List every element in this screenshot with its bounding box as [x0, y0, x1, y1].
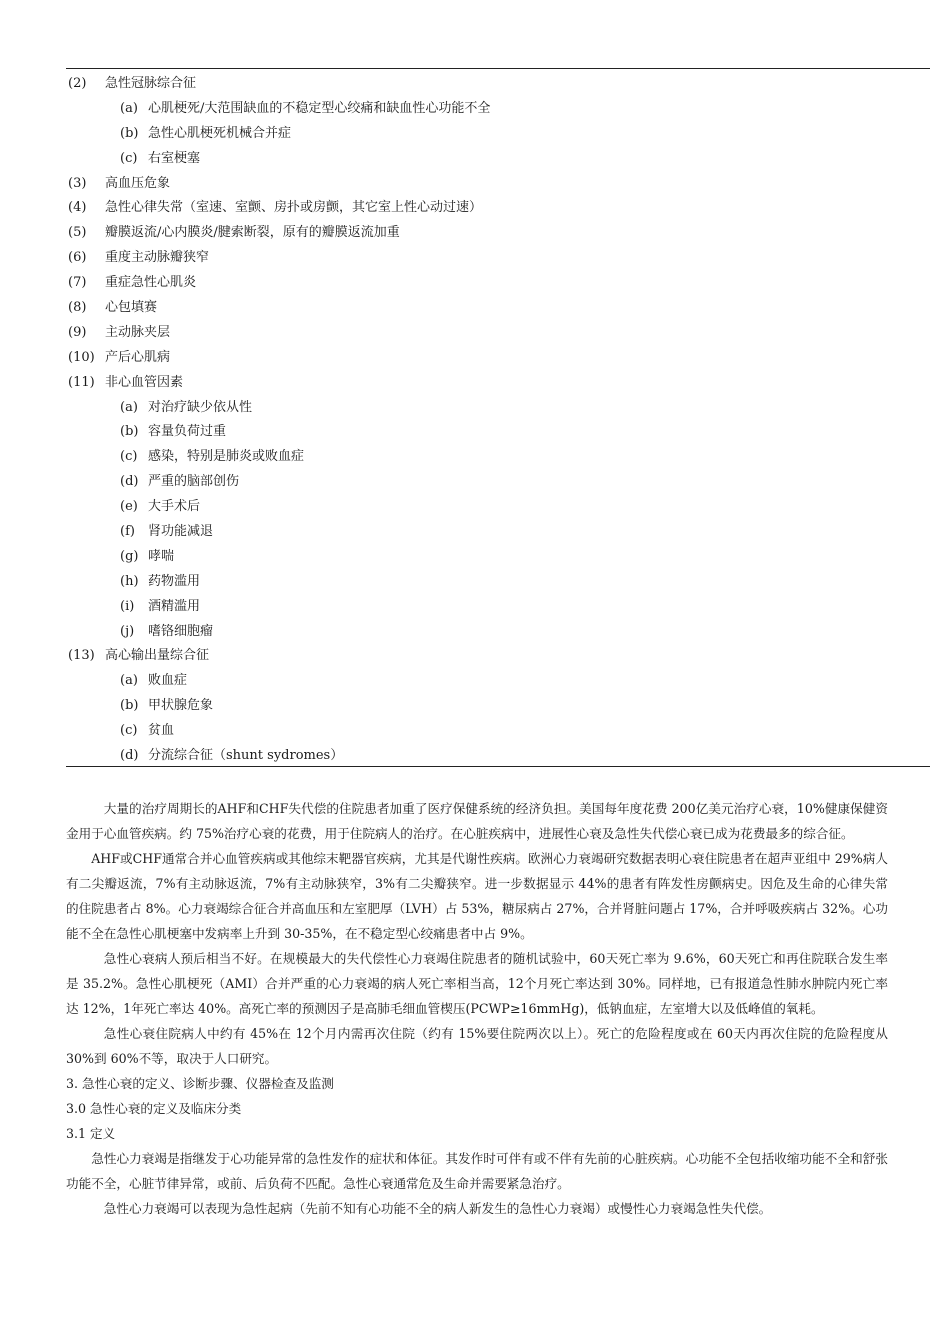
item-number: (a): [120, 100, 138, 116]
list-item: [68, 271, 928, 296]
list-item: [68, 346, 928, 371]
sub-list-item: [68, 719, 928, 744]
item-text: 败血症: [148, 673, 188, 689]
paragraph: 急性心衰病人预后相当不好。在规模最大的失代偿性心力衰竭住院患者的随机试验中，60天死亡率为 9.6%，60天死亡和再住院联合发生率是 35.2%。急性心肌梗死（AMI）合并严重的心力衰竭的病人死亡率相当高，12个月死亡率达到 30%。同样地，已有报道急性肺水肿院内死亡率达 12%，1年死亡率达 40%。高死亡率的预测因子是高肺毛细血管楔压(PCWP≥16mmHg)，低钠血症，左室增大以及低峰值的氧耗。: [66, 951, 888, 1016]
paragraph: 急性心力衰竭可以表现为急性起病（先前不知有心功能不全的病人新发生的急性心力衰竭）或慢性心力衰竭急性失代偿。: [103, 1201, 772, 1216]
item-number: (9): [68, 324, 87, 340]
item-text: 急性心肌梗死机械合并症: [148, 125, 292, 141]
item-number: (4): [68, 200, 87, 216]
top-rule: [66, 68, 930, 69]
sub-list-item: [68, 147, 928, 172]
item-number: (e): [120, 499, 138, 515]
sub-list-item: [68, 545, 928, 570]
item-number: (7): [68, 275, 87, 291]
paragraph: AHF或CHF通常合并心血管疾病或其他综末靶器官疾病，尤其是代谢性疾病。欧洲心力衰竭研究数据表明心衰住院患者在超声亚组中 29%病人有二尖瓣返流，7%有主动脉返流，7%有主动脉狭窄，3%有二尖瓣狭窄。进一步数据显示 44%的患者有阵发性房颤病史。因危及生命的心律失常的住院患者占 8%。心力衰竭综合征合并高血压和左室肥厚（LVH）占 53%，糖尿病占 27%，合并肾脏问题占 17%，合并呼吸疾病占 32%。心功能不全在急性心肌梗塞中发病率上升到 30-35%，在不稳定型心绞痛患者中占 9%。: [66, 851, 888, 941]
sub-list-item: [68, 470, 928, 495]
list-item: [68, 72, 928, 97]
sub-list-item: [68, 97, 928, 122]
sub-list-item: [68, 396, 928, 421]
list-item: [68, 172, 928, 197]
item-number: (d): [120, 474, 139, 490]
item-number: (b): [120, 424, 139, 440]
item-text: 产后心肌病: [105, 349, 171, 365]
item-text: 分流综合征（shunt sydromes）: [148, 748, 344, 764]
item-text: 感染，特别是肺炎或败血症: [148, 449, 305, 465]
item-text: 容量负荷过重: [148, 424, 227, 440]
item-number: (6): [68, 250, 87, 266]
item-text: 重症急性心肌炎: [105, 275, 197, 291]
item-number: (b): [120, 698, 139, 714]
list-item: [68, 246, 928, 271]
item-number: (c): [120, 150, 138, 166]
sub-list-item: [68, 445, 928, 470]
item-number: (10): [68, 349, 95, 365]
item-text: 高心输出量综合征: [105, 648, 210, 664]
item-text: 心包填赛: [105, 300, 158, 316]
item-text: 贫血: [148, 723, 175, 739]
item-number: (d): [120, 748, 139, 764]
item-text: 右室梗塞: [148, 150, 201, 166]
item-text: 急性心律失常（室速、室颤、房扑或房颤，其它室上性心动过速）: [105, 200, 483, 216]
item-text: 重度主动脉瓣狭窄: [105, 250, 210, 266]
item-text: 主动脉夹层: [105, 324, 171, 340]
item-text: 非心血管因素: [105, 374, 184, 390]
list-item: [68, 644, 928, 669]
sub-list-item: [68, 122, 928, 147]
sub-list-item: [68, 520, 928, 545]
item-text: 严重的脑部创伤: [148, 474, 240, 490]
list-item: [68, 296, 928, 321]
list-item: [68, 371, 928, 396]
list-item: [68, 221, 928, 246]
item-number: (g): [120, 548, 139, 564]
section-heading: 3.1 定义: [66, 1126, 116, 1141]
item-number: (c): [120, 449, 138, 465]
item-number: (11): [68, 374, 95, 390]
item-number: (3): [68, 175, 87, 191]
sub-list-item: [68, 420, 928, 445]
cause-list: [68, 72, 928, 769]
item-number: (h): [120, 573, 139, 589]
item-text: 瓣膜返流/心内膜炎/腱索断裂，原有的瓣膜返流加重: [105, 225, 400, 241]
item-text: 心肌梗死/大范围缺血的不稳定型心绞痛和缺血性心功能不全: [148, 100, 491, 116]
list-item: [68, 196, 928, 221]
item-text: 甲状腺危象: [148, 698, 214, 714]
item-number: (f): [120, 524, 135, 540]
item-number: (i): [120, 598, 135, 614]
list-item: [68, 321, 928, 346]
sub-list-item: [68, 595, 928, 620]
item-text: 药物滥用: [148, 573, 201, 589]
sub-list-item: [68, 620, 928, 645]
paragraph: 急性心衰住院病人中约有 45%在 12个月内需再次住院（约有 15%要住院两次以上）。死亡的危险程度或在 60天内再次住院的危险程度从 30%到 60%不等，取决于人口研究。: [66, 1026, 888, 1066]
item-number: (2): [68, 76, 87, 91]
sub-list-item: [68, 495, 928, 520]
sub-list-item: [68, 694, 928, 719]
item-number: (j): [120, 623, 135, 639]
item-number: (8): [68, 300, 87, 316]
item-text: 对治疗缺少依从性: [148, 399, 253, 415]
item-text: 肾功能减退: [148, 524, 214, 540]
body-text: [66, 796, 888, 1221]
item-text: 哮喘: [148, 548, 175, 564]
item-text: 大手术后: [148, 499, 201, 515]
item-text: 酒精滥用: [148, 598, 201, 614]
paragraph: 急性心力衰竭是指继发于心功能异常的急性发作的症状和体征。其发作时可伴有或不伴有先前的心脏疾病。心功能不全包括收缩功能不全和舒张功能不全，心脏节律异常，或前、后负荷不匹配。急性心衰通常危及生命并需要紧急治疗。: [66, 1151, 888, 1191]
item-text: 嗜铬细胞瘤: [148, 623, 214, 639]
item-text: 急性冠脉综合征: [105, 76, 197, 91]
bottom-rule: [66, 766, 930, 767]
paragraph: 大量的治疗周期长的AHF和CHF失代偿的住院患者加重了医疗保健系统的经济负担。美国每年度花费 200亿美元治疗心衰，10%健康保健资金用于心血管疾病。约 75%治疗心衰的花费，用于住院病人的治疗。在心脏疾病中，进展性心衰及急性失代偿心衰已成为花费最多的综合征。: [66, 801, 888, 841]
sub-list-item: [68, 570, 928, 595]
item-number: (13): [68, 648, 95, 664]
item-number: (c): [120, 723, 138, 739]
section-heading: 3.0 急性心衰的定义及临床分类: [66, 1101, 242, 1116]
item-number: (5): [68, 225, 87, 241]
item-number: (a): [120, 399, 138, 415]
item-number: (b): [120, 125, 139, 141]
section-heading: 3. 急性心衰的定义、诊断步骤、仪器检查及监测: [66, 1076, 334, 1091]
sub-list-item: [68, 669, 928, 694]
item-number: (a): [120, 673, 138, 689]
item-text: 高血压危象: [105, 175, 171, 191]
